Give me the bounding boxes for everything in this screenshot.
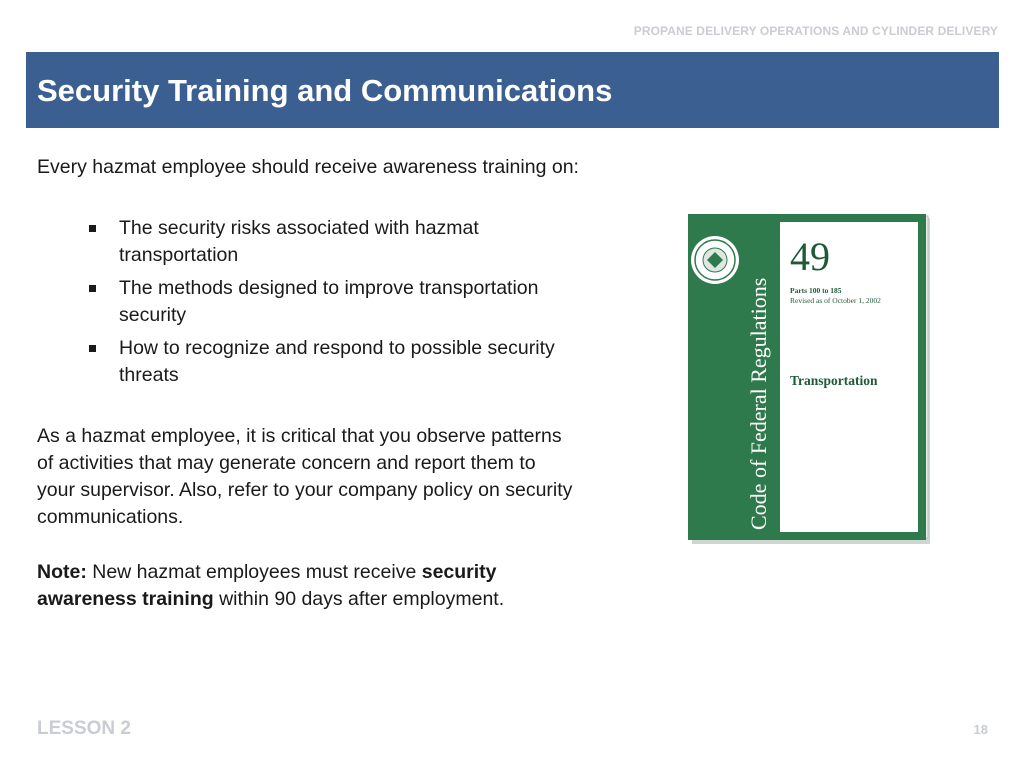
bullet-item (89, 215, 569, 269)
page-number: 18 (973, 722, 988, 737)
revised-date: Revised as of October 1, 2002 (790, 296, 881, 305)
bullet-square-icon (89, 285, 96, 292)
cfr-book-image (680, 212, 935, 547)
parts-range: Parts 100 to 185 (790, 286, 842, 295)
note-emphasis: security awareness training (37, 561, 497, 610)
bullet-text: The methods designed to improve transportation security (119, 277, 539, 326)
title-bar (26, 52, 999, 128)
course-header: PROPANE DELIVERY OPERATIONS AND CYLINDER DELIVERY (633, 24, 998, 38)
spine-title: Code of Federal Regulations (746, 277, 771, 530)
bullet-text: How to recognize and respond to possible security threats (119, 337, 555, 386)
bullet-list (89, 215, 597, 389)
bullet-item (89, 275, 569, 329)
note-text-before: New hazmat employees must receive (86, 561, 422, 583)
slide-title: Security Training and Communications (37, 72, 613, 108)
seal-icon (691, 236, 739, 284)
slide-body (37, 154, 597, 613)
security-paragraph: As a hazmat employee, it is critical that you observe patterns of activities that may generate concern and report them to your supervisor. Also, refer to your company policy on security communications. (37, 425, 573, 528)
volume-number: 49 (790, 234, 830, 279)
bullet-text: The security risks associated with hazmat transportation (119, 217, 479, 266)
lesson-label: LESSON 2 (37, 718, 131, 739)
book-subject: Transportation (790, 373, 878, 388)
note-paragraph (37, 559, 597, 613)
bullet-square-icon (89, 225, 96, 232)
intro-text: Every hazmat employee should receive awareness training on: (37, 156, 579, 178)
bullet-square-icon (89, 345, 96, 352)
note-label: Note: (37, 561, 87, 583)
bullet-item (89, 335, 569, 389)
note-text-after: within 90 days after employment. (213, 588, 505, 610)
